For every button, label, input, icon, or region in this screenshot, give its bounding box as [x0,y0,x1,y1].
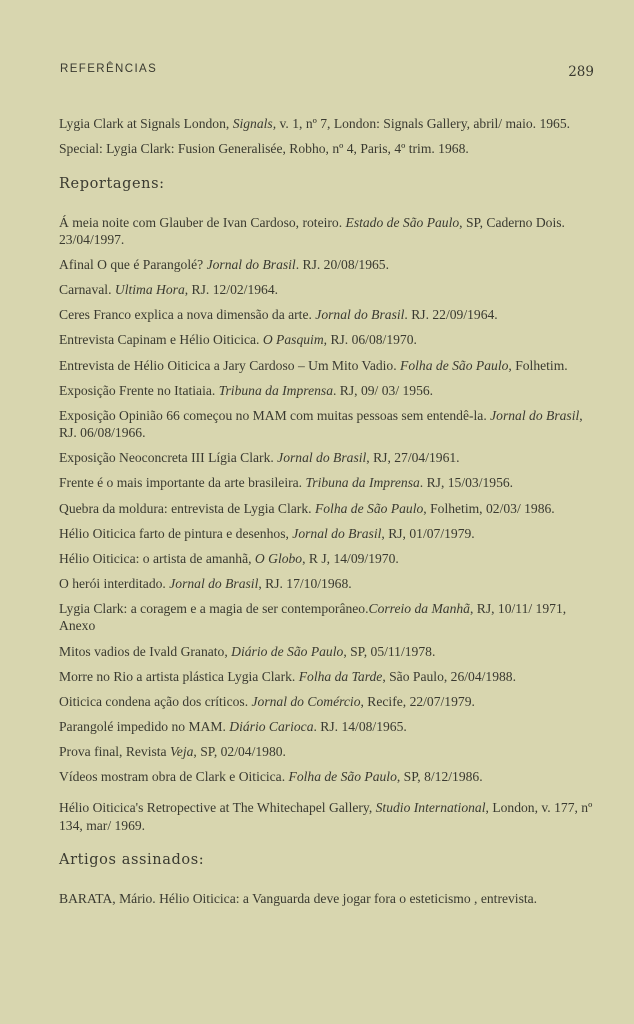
entry-text: Exposição Opinião 66 começou no MAM com muitas pessoas sem entendê-la. [59,407,491,423]
entry-text: Quebra da moldura: entrevista de Lygia Clark. [59,500,315,516]
reference-entry [59,449,593,467]
entry-text: Ceres Franco explica a nova dimensão da arte. [59,307,316,323]
reference-entry [59,600,593,635]
reference-entry [59,693,593,711]
entry-text: Á meia noite com Glauber de Ivan Cardoso, roteiro. [59,214,346,230]
reference-entry [59,357,593,375]
entry-text: , R J, 14/09/1970. [302,550,399,566]
reference-entry [59,214,593,249]
entry-text: . RJ. 14/08/1965. [313,718,407,734]
references-body [59,115,593,915]
entry-text: Parangolé impedido no MAM. [59,718,230,734]
source-title: Folha de São Paulo [314,500,424,516]
entry-text: , RJ, 01/07/1979. [381,525,475,541]
entry-text: , Folhetim, 02/03/ 1986. [423,500,555,516]
entry-text: , RJ, 27/04/1961. [366,450,460,466]
entry-text: Exposição Frente no Itatiaia. [59,382,219,398]
source-title: Diário Carioca [229,718,314,734]
entry-text: , São Paulo, 26/04/1988. [382,668,516,684]
source-title: Jornal do Brasil [277,450,367,466]
source-title: Jornal do Comércio [251,693,361,709]
entry-text: Carnaval. [59,282,115,298]
entry-text: . RJ. 22/09/1964. [404,307,498,323]
artigos-list [59,890,593,908]
entry-text: , RJ, 10/11/ 1971, Anexo [59,600,567,634]
entry-text: Special: Lygia Clark: Fusion Generalisée, Robho, nº 4, Paris, 4º trim. 1968. [59,141,469,157]
reference-entry [59,140,593,158]
source-title: Jornal do Brasil [315,307,405,323]
extra-entry [59,799,593,834]
source-title: O Globo [254,550,303,566]
entry-text: . RJ, 09/ 03/ 1956. [333,382,434,398]
source-title: Diário de São Paulo [231,643,344,659]
entry-text: , SP, Caderno Dois. 23/04/1997. [59,214,565,248]
source-title: Ultima Hora [114,282,185,298]
page-number: 289 [568,64,594,80]
source-title: Jornal do Brasil [292,525,382,541]
running-head: REFERÊNCIAS [60,63,158,75]
entry-text: Oiticica condena ação dos críticos. [59,693,252,709]
entry-text: , RJ. 17/10/1968. [258,575,352,591]
reference-entry [59,525,593,543]
reference-entry [59,281,593,299]
entry-text: . RJ, 15/03/1956. [419,475,514,491]
reference-entry [59,115,593,133]
entry-text: Hélio Oiticica's Retropective at The Whitechapel Gallery, [59,800,376,816]
entry-text: , RJ. 06/08/1970. [323,332,417,348]
source-title: Folha da Tarde [298,668,383,684]
reference-entry [59,768,593,786]
reference-entry [59,550,593,568]
reference-entry [59,890,593,908]
entry-text: , SP, 05/11/1978. [343,643,436,659]
entry-text: Mitos vadios de Ivald Granato, [59,643,232,659]
source-title: Veja [170,743,194,759]
entry-text: , RJ. 06/08/1966. [59,407,583,441]
source-title: O Pasquim [262,332,324,348]
entry-text: Hélio Oiticica: o artista de amanhã, [59,550,255,566]
entry-text: . RJ. 20/08/1965. [295,257,389,273]
source-title: Signals, [232,116,277,131]
reference-entry [59,743,593,761]
entry-text: Prova final, Revista [59,743,170,759]
entry-text: , Folhetim. [508,357,568,373]
source-title: Jornal do Brasil [169,575,259,591]
entry-text: Entrevista de Hélio Oiticica a Jary Cardoso – Um Mito Vadio. [59,357,401,373]
source-title: Jornal do Brasil [206,257,296,273]
entry-text: BARATA, Mário. Hélio Oiticica: a Vanguarda deve jogar fora o esteticismo , entrevista. [59,891,538,907]
entry-text: Lygia Clark: a coragem e a magia de ser contemporâneo. [59,600,369,616]
entry-text: , London, v. 177, nº 134, mar/ 1969. [59,800,593,833]
reference-entry [59,575,593,593]
entry-text: O herói interditado. [59,575,170,591]
reference-entry [59,718,593,736]
reference-entry [59,331,593,349]
entry-text: Lygia Clark at Signals London, [59,116,233,131]
section-heading-reportagens: Reportagens: [59,175,165,192]
reference-entry [59,382,593,400]
entry-text: Vídeos mostram obra de Clark e Oiticica. [59,768,289,784]
entry-text: Afinal O que é Parangolé? [59,257,207,273]
reference-entry [59,668,593,686]
entry-text: , SP, 8/12/1986. [396,768,483,784]
reference-entry [59,643,593,661]
reportagens-list [59,214,593,786]
entry-text: , SP, 02/04/1980. [193,743,286,759]
reference-entry [59,799,593,834]
entry-text: , RJ. 12/02/1964. [184,282,279,298]
entry-text: Frente é o mais importante da arte brasileira. [59,475,306,491]
source-title: Tribuna da Imprensa [218,382,333,398]
entry-text: , Recife, 22/07/1979. [360,693,475,709]
source-title: Correio da Manhã [368,600,470,616]
entry-text: Entrevista Capinam e Hélio Oiticica. [59,332,263,348]
source-title: Tribuna da Imprensa [305,475,420,491]
reference-entry [59,500,593,518]
source-title: Jornal do Brasil [490,407,580,423]
source-title: Estado de São Paulo [345,214,460,230]
entry-text: v. 1, nº 7, London: Signals Gallery, abril/ maio. 1965. [276,116,571,131]
source-title: Studio International [375,800,486,816]
entry-text: Hélio Oiticica farto de pintura e desenhos, [59,525,293,541]
section-heading-artigos: Artigos assinados: [59,852,205,869]
reference-entry [59,256,593,274]
entry-text: Morre no Rio a artista plástica Lygia Clark. [59,668,299,684]
top-entries [59,115,593,158]
entry-text: Exposição Neoconcreta III Lígia Clark. [59,450,278,466]
reference-entry [59,474,593,492]
reference-entry [59,306,593,324]
reference-entry [59,407,593,442]
source-title: Folha de São Paulo [400,357,509,373]
source-title: Folha de São Paulo [288,768,397,784]
